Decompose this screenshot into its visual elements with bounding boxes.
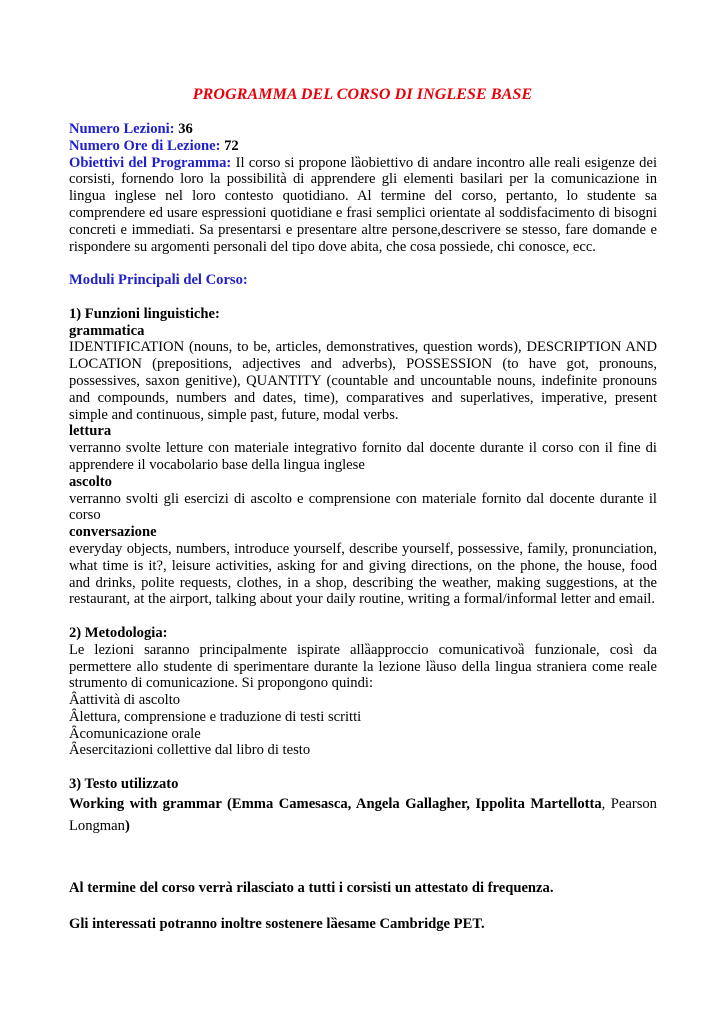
list-item: Ȃattività di ascolto — [69, 692, 181, 709]
attestato-note: Al termine del corso verrà rilasciato a tutti i corsisti un attestato di frequenza. — [69, 880, 554, 897]
ore-label: Numero Ore di Lezione: — [69, 137, 221, 154]
esame-note: Gli interessati potranno inoltre sostenere lȁesame Cambridge PET. — [69, 916, 485, 933]
ore-line — [69, 138, 657, 155]
lezioni-label: Numero Lezioni: — [69, 121, 175, 137]
conversazione-label: conversazione — [69, 524, 157, 541]
metodologia-text: Le lezioni saranno principalmente ispirate allȁapproccio comunicativoȁ funzionale, così da permettere allo studente di sperimentare durante la lezione lȁuso della lingua straniera come reale strumento di comunicazione. Si propongono quindi: — [69, 641, 657, 692]
lezioni-line — [69, 121, 657, 138]
list-item: Ȃlettura, comprensione e traduzione di testi scritti — [69, 708, 362, 725]
moduli-heading: Moduli Principali del Corso: — [69, 272, 248, 289]
list-item: Ȃcomunicazione orale — [69, 725, 201, 742]
obiettivi-paragraph — [69, 155, 657, 256]
ascolto-text: verranno svolti gli esercizi di ascolto e comprensione con materiale fornito dal docente durante il corso — [69, 490, 657, 524]
lettura-text: verranno svolte letture con materiale integrativo fornito dal docente durante il corso con il fine di apprendere il vocabolario base della lingua inglese — [69, 440, 657, 473]
ore-value: 72 — [224, 137, 239, 154]
book-close-paren: ) — [124, 817, 130, 834]
section2-heading: 2) Metodologia: — [69, 624, 168, 641]
obiettivi-label: Obiettivi del Programma: — [69, 154, 232, 171]
section3-heading: 3) Testo utilizzato — [69, 776, 179, 793]
book-publisher: , Pearson Longman — [69, 795, 657, 834]
page-title: PROGRAMMA DEL CORSO DI INGLESE BASE — [192, 86, 533, 103]
obiettivi-text: Il corso si propone lȁobiettivo di andare incontro alle reali esigenze dei corsisti, fornendo loro la possibilità di apprendere gli elementi basilari per la comunicazione in lingua inglese nel loro contesto quotidiano. Al termine del corso, pertanto, lo studente sa comprendere ed usare espressioni quotidiane e frasi semplici orientate al soddisfacimento di bisogni concreti e immediati. Sa presentarsi e presentare altre persone,descrivere se stesso, fare domande e rispondere su argomenti personali del tipo dove abita, che cosa possiede, chi conosce, ecc. — [69, 154, 657, 255]
lettura-label: lettura — [69, 423, 112, 440]
section1-heading: 1) Funzioni linguistiche: — [69, 305, 220, 322]
book-title: Working with grammar (Emma Camesasca, Angela Gallagher, Ippolita Martellotta — [69, 795, 602, 812]
lezioni-value: 36 — [178, 121, 193, 137]
conversazione-text: everyday objects, numbers, introduce yourself, describe yourself, possessive, family, pronunciation, what time is it?, leisure activities, asking for and giving directions, on the phone, the house, food and drinks, polite requests, clothes, in a shop, describing the weather, making suggestions, at the restaurant, at the airport, talking about your daily routine, writing a formal/informal letter and email. — [69, 540, 657, 608]
book-reference — [69, 793, 657, 837]
grammatica-text: IDENTIFICATION (nouns, to be, articles, demonstratives, question words), DESCRIPTION AND LOCATION (prepositions, adjectives and adverbs), POSSESSION (to have got, pronouns, possessives, saxon genitive), QUANTITY (countable and uncountable nouns, indefinite pronouns and compounds, numbers and dates, time), comparatives and superlatives, imperative, present simple and continuous, simple past, future, modal verbs. — [69, 339, 657, 423]
ascolto-label: ascolto — [69, 473, 112, 490]
document-body — [69, 121, 657, 933]
list-item: Ȃesercitazioni collettive dal libro di testo — [69, 742, 311, 759]
grammatica-label: grammatica — [69, 322, 145, 339]
